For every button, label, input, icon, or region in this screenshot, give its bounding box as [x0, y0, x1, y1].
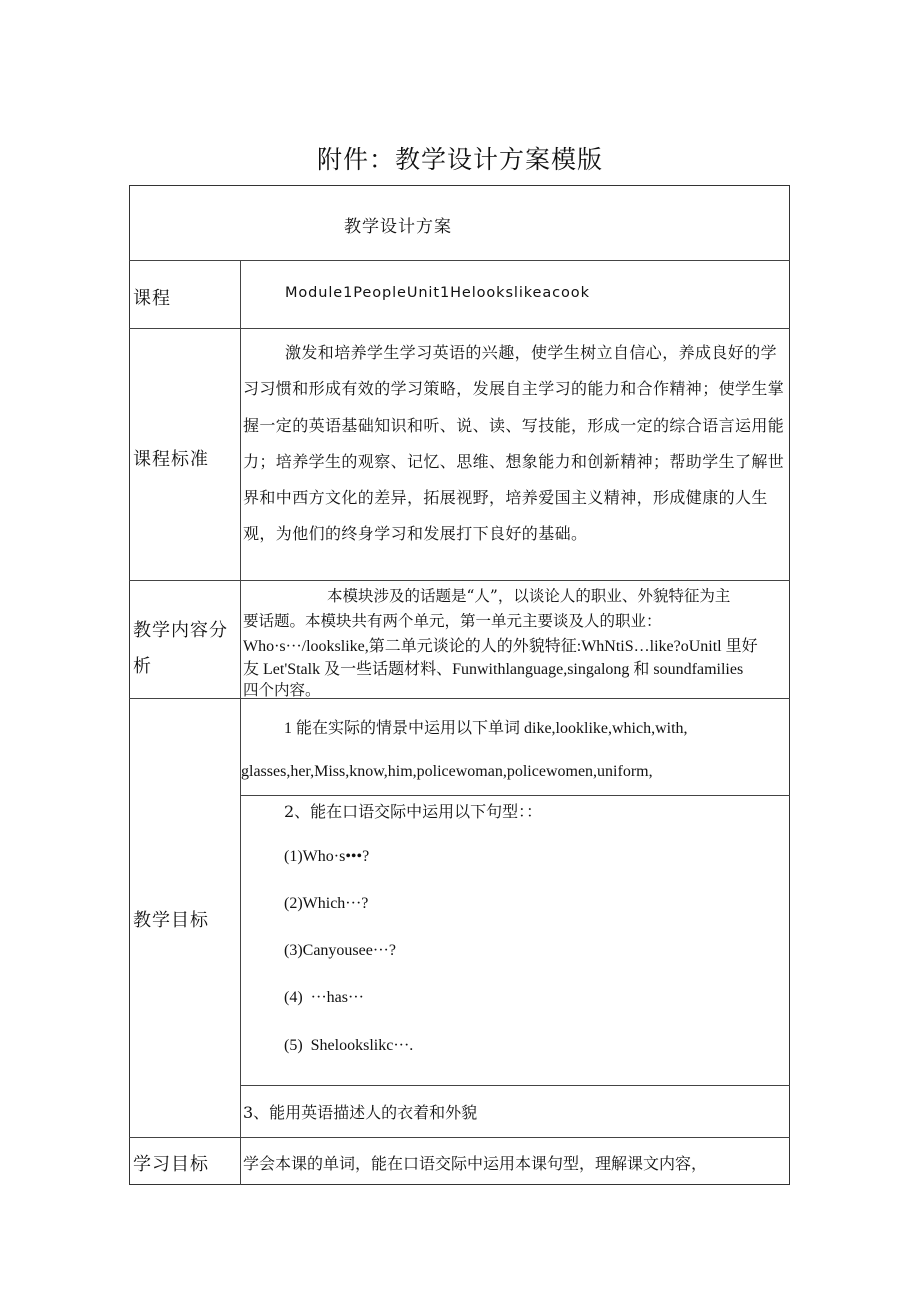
learning-goals-label: 学习目标: [133, 1154, 209, 1175]
row-divider: [129, 260, 790, 261]
content-analysis-line: 本模块涉及的话题是“人”，以谈论人的职业、外貌特征为主: [327, 587, 731, 605]
goal-1-line: glasses,her,Miss,know,him,policewoman,policewomen,uniform,: [241, 763, 653, 780]
goal-2-item: (2)Which···?: [284, 895, 369, 912]
table-header: 教学设计方案: [344, 217, 452, 237]
content-analysis-line: 要话题。本模块共有两个单元，第一单元主要谈及人的职业：: [243, 612, 662, 630]
column-divider: [240, 260, 241, 1185]
row-divider: [129, 1137, 790, 1138]
row-divider: [129, 580, 790, 581]
content-analysis-line: 友 Let'Stalk 及一些话题材料、Funwithlanguage,singalong 和 soundfamilies: [243, 661, 744, 678]
page-title: 附件：教学设计方案模版: [316, 145, 603, 174]
goal-2-item: (3)Canyousee···?: [284, 942, 396, 959]
row-divider: [129, 328, 790, 329]
course-value: Module1PeopleUnit1Helookslikeacook: [285, 285, 590, 301]
learning-goals-text: 学会本课的单词，能在口语交际中运用本课句型，理解课文内容，: [243, 1154, 708, 1173]
goal-2-item: (1)Who·s•••?: [284, 848, 370, 865]
goal-2-intro: 2、能在口语交际中运用以下句型：：: [284, 802, 543, 821]
row-divider: [240, 1085, 790, 1086]
standard-text: 激发和培养学生学习英语的兴趣，使学生树立自信心，养成良好的学习习惯和形成有效的学习策略，发展自主学习的能力和合作精神；使学生掌握一定的英语基础知识和听、说、读、写技能，形成一定的综合语言运用能力；培养学生的观察、记忆、思维、想象能力和创新精神；帮助学生了解世界和中西方文化的差异，拓展视野，培养爱国主义精神，形成健康的人生观，为他们的终身学习和发展打下良好的基础。: [243, 343, 785, 544]
goal-2-item: (4) ···has···: [284, 989, 364, 1006]
content-analysis-line: Who·s···/lookslike,第二单元谈论的人的外貌特征:WhNtiS…like?oUnitl 里好: [243, 638, 758, 655]
content-analysis-line: 四个内容。: [243, 681, 321, 699]
teaching-goals-label: 教学目标: [133, 910, 209, 931]
standard-label: 课程标准: [133, 449, 209, 470]
content-analysis-label-cont: 析: [133, 656, 152, 677]
goal-2-item: (5) Shelookslikc···.: [284, 1037, 414, 1054]
row-divider: [129, 698, 790, 699]
content-analysis-label: 教学内容分: [133, 620, 228, 641]
goal-3: 3、能用英语描述人的衣着和外貌: [243, 1103, 478, 1122]
row-divider: [240, 795, 790, 796]
goal-1-line: 1 能在实际的情景中运用以下单词 dike,looklike,which,with,: [284, 720, 688, 737]
course-label: 课程: [133, 288, 171, 309]
